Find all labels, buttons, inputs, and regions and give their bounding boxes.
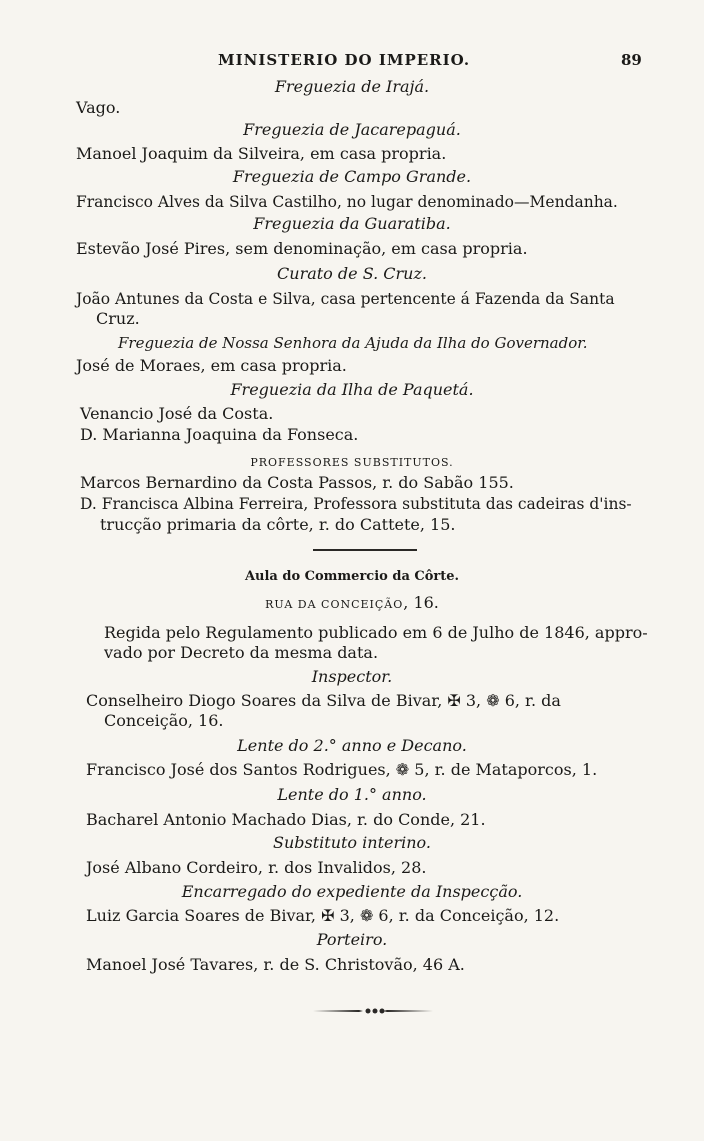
entry-line: Cruz.: [96, 309, 140, 328]
entry-line: Francisco Alves da Silva Castilho, no lugar denominado—Mendanha.: [76, 193, 618, 211]
parish-heading: Curato de S. Cruz.: [277, 264, 427, 283]
entry-line: Estevão José Pires, sem denominação, em casa propria.: [76, 239, 528, 258]
entry-line: Marcos Bernardino da Costa Passos, r. do Sabão 155.: [80, 473, 514, 492]
staff-line: Manoel José Tavares, r. de S. Christovão, 46 A.: [86, 955, 465, 974]
entry-line: Manoel Joaquim da Silveira, em casa propria.: [76, 144, 447, 163]
role-heading: Porteiro.: [316, 930, 388, 949]
parish-heading: Freguezia de Irajá.: [274, 77, 430, 96]
entry-line: João Antunes da Costa e Silva, casa pertencente á Fazenda da Santa: [76, 290, 615, 308]
institution-title: Aula do Commercio da Côrte.: [244, 569, 460, 584]
parish-heading: Freguezia da Ilha de Paquetá.: [230, 380, 474, 399]
staff-line: Conceição, 16.: [104, 711, 224, 730]
parish-heading: Freguezia da Guaratiba.: [253, 214, 451, 233]
staff-line: Luiz Garcia Soares de Bivar, ✠ 3, ❁ 6, r. da Conceição, 12.: [86, 906, 560, 925]
role-heading: Encarregado do expediente da Inspecção.: [181, 882, 523, 901]
page-number: 89: [621, 51, 642, 69]
section-heading: PROFESSORES SUBSTITUTOS.: [250, 456, 454, 469]
address-number: , 16.: [403, 593, 439, 612]
role-heading: Substituto interino.: [273, 833, 431, 852]
address-street: RUA DA CONCEIÇÃO: [265, 598, 404, 611]
regulation-line: vado por Decreto da mesma data.: [104, 643, 379, 662]
parish-heading: Freguezia de Jacarepaguá.: [243, 120, 461, 139]
parish-heading: Freguezia de Campo Grande.: [232, 167, 472, 186]
entry-line: Venancio José da Costa.: [80, 404, 274, 423]
entry-line: José de Moraes, em casa propria.: [76, 356, 347, 375]
ornamental-rule-icon: [313, 1006, 433, 1016]
staff-line: Conselheiro Diogo Soares da Silva de Bivar, ✠ 3, ❁ 6, r. da: [86, 691, 561, 710]
entry-line: D. Francisca Albina Ferreira, Professora substituta das cadeiras d'ins-: [80, 495, 632, 513]
regulation-line: Regida pelo Regulamento publicado em 6 de Julho de 1846, appro-: [104, 623, 648, 642]
parish-heading: Freguezia de Nossa Senhora da Ajuda da Ilha do Governador.: [118, 334, 588, 352]
entry-line: trucção primaria da côrte, r. do Cattete, 15.: [100, 515, 456, 534]
role-heading: Lente do 2.° anno e Decano.: [237, 736, 467, 755]
staff-line: Bacharel Antonio Machado Dias, r. do Conde, 21.: [86, 810, 486, 829]
role-heading: Lente do 1.° anno.: [277, 785, 427, 804]
running-header: MINISTERIO DO IMPERIO.: [218, 51, 471, 69]
staff-line: Francisco José dos Santos Rodrigues, ❁ 5, r. de Mataporcos, 1.: [86, 760, 598, 779]
section-rule: [313, 549, 417, 551]
staff-line: José Albano Cordeiro, r. dos Invalidos, 28.: [86, 858, 427, 877]
entry-line: Vago.: [76, 98, 121, 117]
entry-line: D. Marianna Joaquina da Fonseca.: [80, 425, 359, 444]
role-heading: Inspector.: [311, 667, 393, 686]
institution-address: [0, 593, 704, 615]
